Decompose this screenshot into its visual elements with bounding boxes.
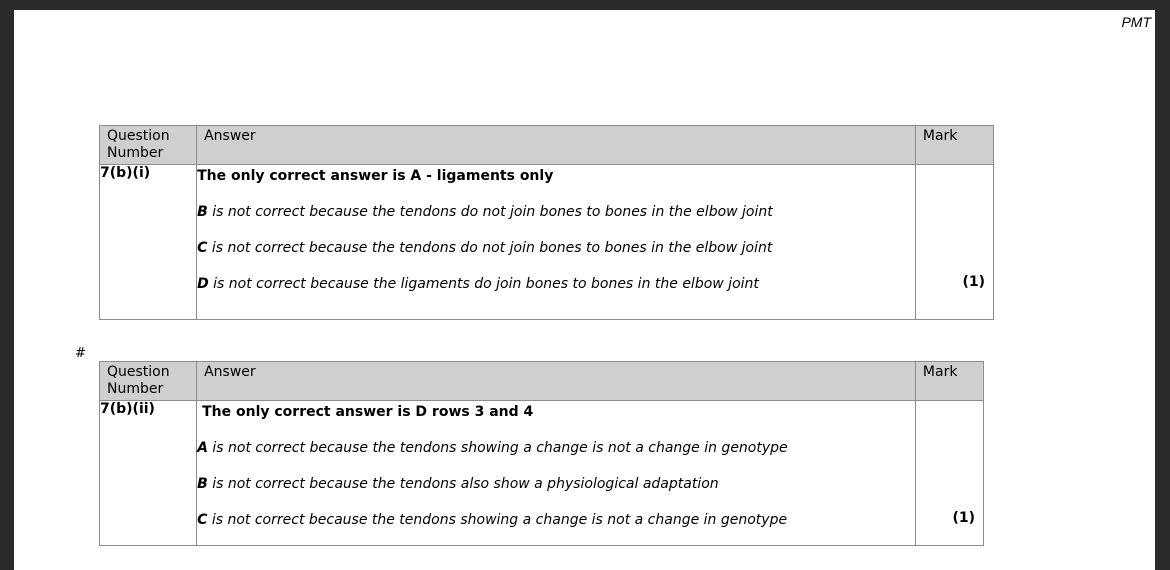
- explanation-line: C is not correct because the tendons showing a change is not a change in genotype: [197, 512, 788, 528]
- correct-answer: The only correct answer is A - ligaments only: [197, 168, 554, 184]
- correct-answer: The only correct answer is D rows 3 and 4: [202, 404, 534, 420]
- explanation-line: B is not correct because the tendons do not join bones to bones in the elbow joint: [197, 204, 773, 220]
- question-number-header: Question Number: [100, 362, 197, 401]
- mark-scheme-table-7b-i: [99, 125, 994, 320]
- explanation-line: B is not correct because the tendons also show a physiological adaptation: [197, 476, 719, 492]
- question-number-header: Question Number: [100, 126, 197, 165]
- table-row: [100, 401, 984, 546]
- mark-header: Mark: [915, 362, 983, 401]
- answer-header: Answer: [197, 362, 916, 401]
- answer-header: Answer: [197, 126, 916, 165]
- mark-value: (1): [962, 274, 985, 290]
- mark-header: Mark: [915, 126, 993, 165]
- answer-cell: [197, 401, 916, 546]
- mark-value: (1): [952, 510, 975, 526]
- mark-cell: [915, 401, 983, 546]
- explanation-line: D is not correct because the ligaments do join bones to bones in the elbow joint: [197, 276, 759, 292]
- table-header-row: [100, 126, 994, 165]
- document-page: [14, 10, 1155, 570]
- table-row: [100, 165, 994, 320]
- answer-cell: [197, 165, 916, 320]
- table-header-row: [100, 362, 984, 401]
- question-number: 7(b)(i): [100, 165, 197, 320]
- explanation-line: A is not correct because the tendons showing a change is not a change in genotype: [197, 440, 788, 456]
- explanation-line: C is not correct because the tendons do not join bones to bones in the elbow joint: [197, 240, 773, 256]
- pmt-watermark: PMT: [1121, 14, 1151, 30]
- separator-mark: #: [75, 346, 86, 361]
- mark-cell: [915, 165, 993, 320]
- mark-scheme-table-7b-ii: [99, 361, 984, 546]
- question-number: 7(b)(ii): [100, 401, 197, 546]
